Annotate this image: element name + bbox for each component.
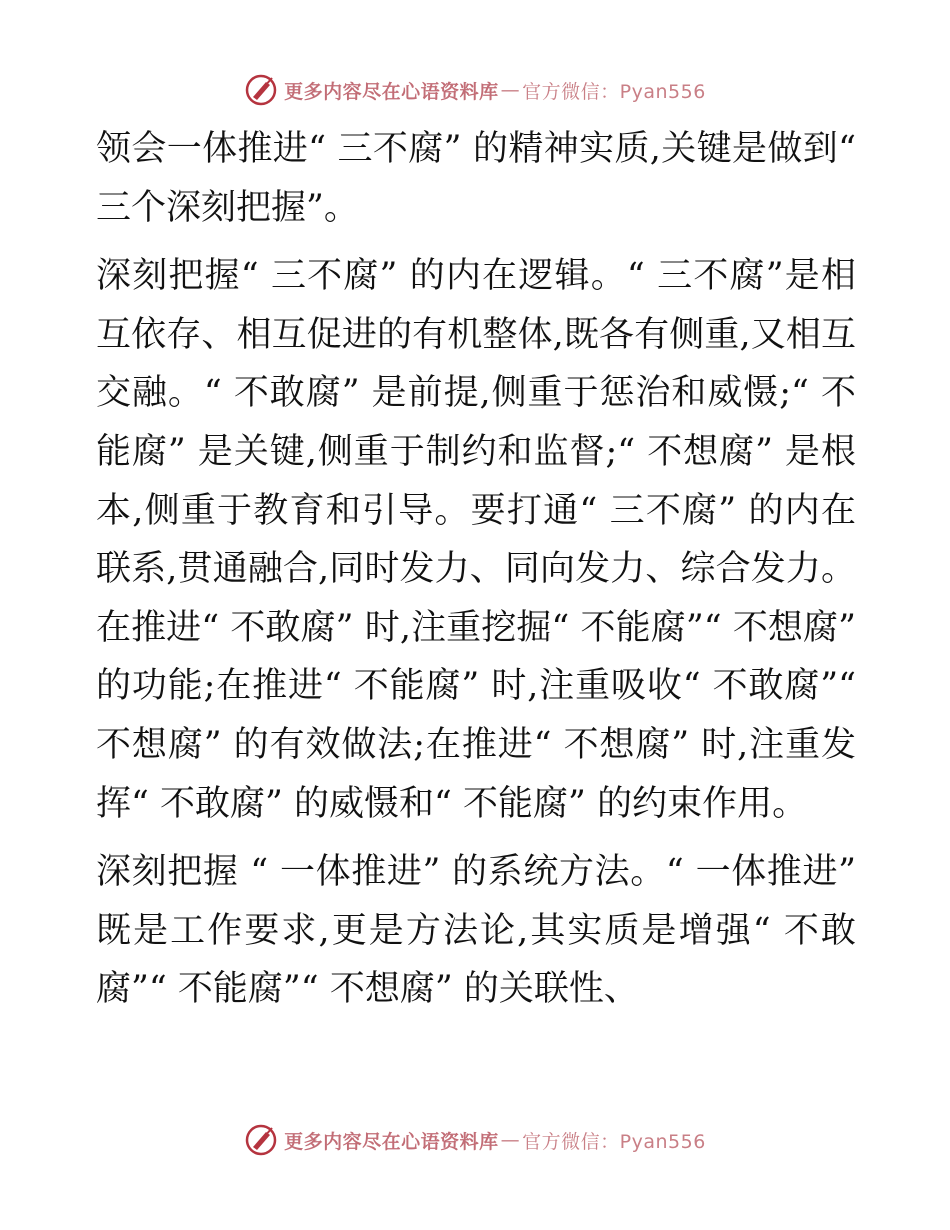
watermark-separator: — xyxy=(500,79,521,101)
pen-seal-logo-icon xyxy=(244,1123,278,1157)
watermark-header xyxy=(0,70,950,110)
watermark-main-text: 更多内容尽在心语资料库 xyxy=(284,1130,499,1153)
paragraph-3: 深刻把握 “ 一体推进” 的系统方法。“ 一体推进” 既是工作要求,更是方法论,其实质是增强“ 不敢腐”“ 不能腐”“ 不想腐” 的关联性、 xyxy=(96,852,856,1010)
document-body xyxy=(96,120,856,1029)
watermark-wechat-text: 官方微信：Pyan556 xyxy=(522,1130,706,1153)
pen-seal-logo-icon xyxy=(244,73,278,107)
watermark-separator: — xyxy=(500,1129,521,1151)
paragraph-1: 领会一体推进“ 三不腐” 的精神实质,关键是做到“ 三个深刻把握”。 xyxy=(96,129,856,228)
watermark-footer xyxy=(0,1120,950,1160)
watermark-main-text: 更多内容尽在心语资料库 xyxy=(284,80,499,103)
watermark-wechat-text: 官方微信：Pyan556 xyxy=(522,80,706,103)
paragraph-2: 深刻把握“ 三不腐” 的内在逻辑。“ 三不腐”是相互依存、相互促进的有机整体,既各有侧重,又相互交融。“ 不敢腐” 是前提,侧重于惩治和威慑;“ 不能腐” 是关键,侧重于制约和监督;“ 不想腐” 是根本,侧重于教育和引导。要打通“ 三不腐” 的内在联系,贯通融合,同时发力、同向发力、综合发力。在推进“ 不敢腐” 时,注重挖掘“ 不能腐”“ 不想腐” 的功能;在推进“ 不能腐” 时,注重吸收“ 不敢腐”“ 不想腐” 的有效做法;在推进“ 不想腐” 时,注重发挥“ 不敢腐” 的威慑和“ 不能腐” 的约束作用。 xyxy=(96,256,856,824)
